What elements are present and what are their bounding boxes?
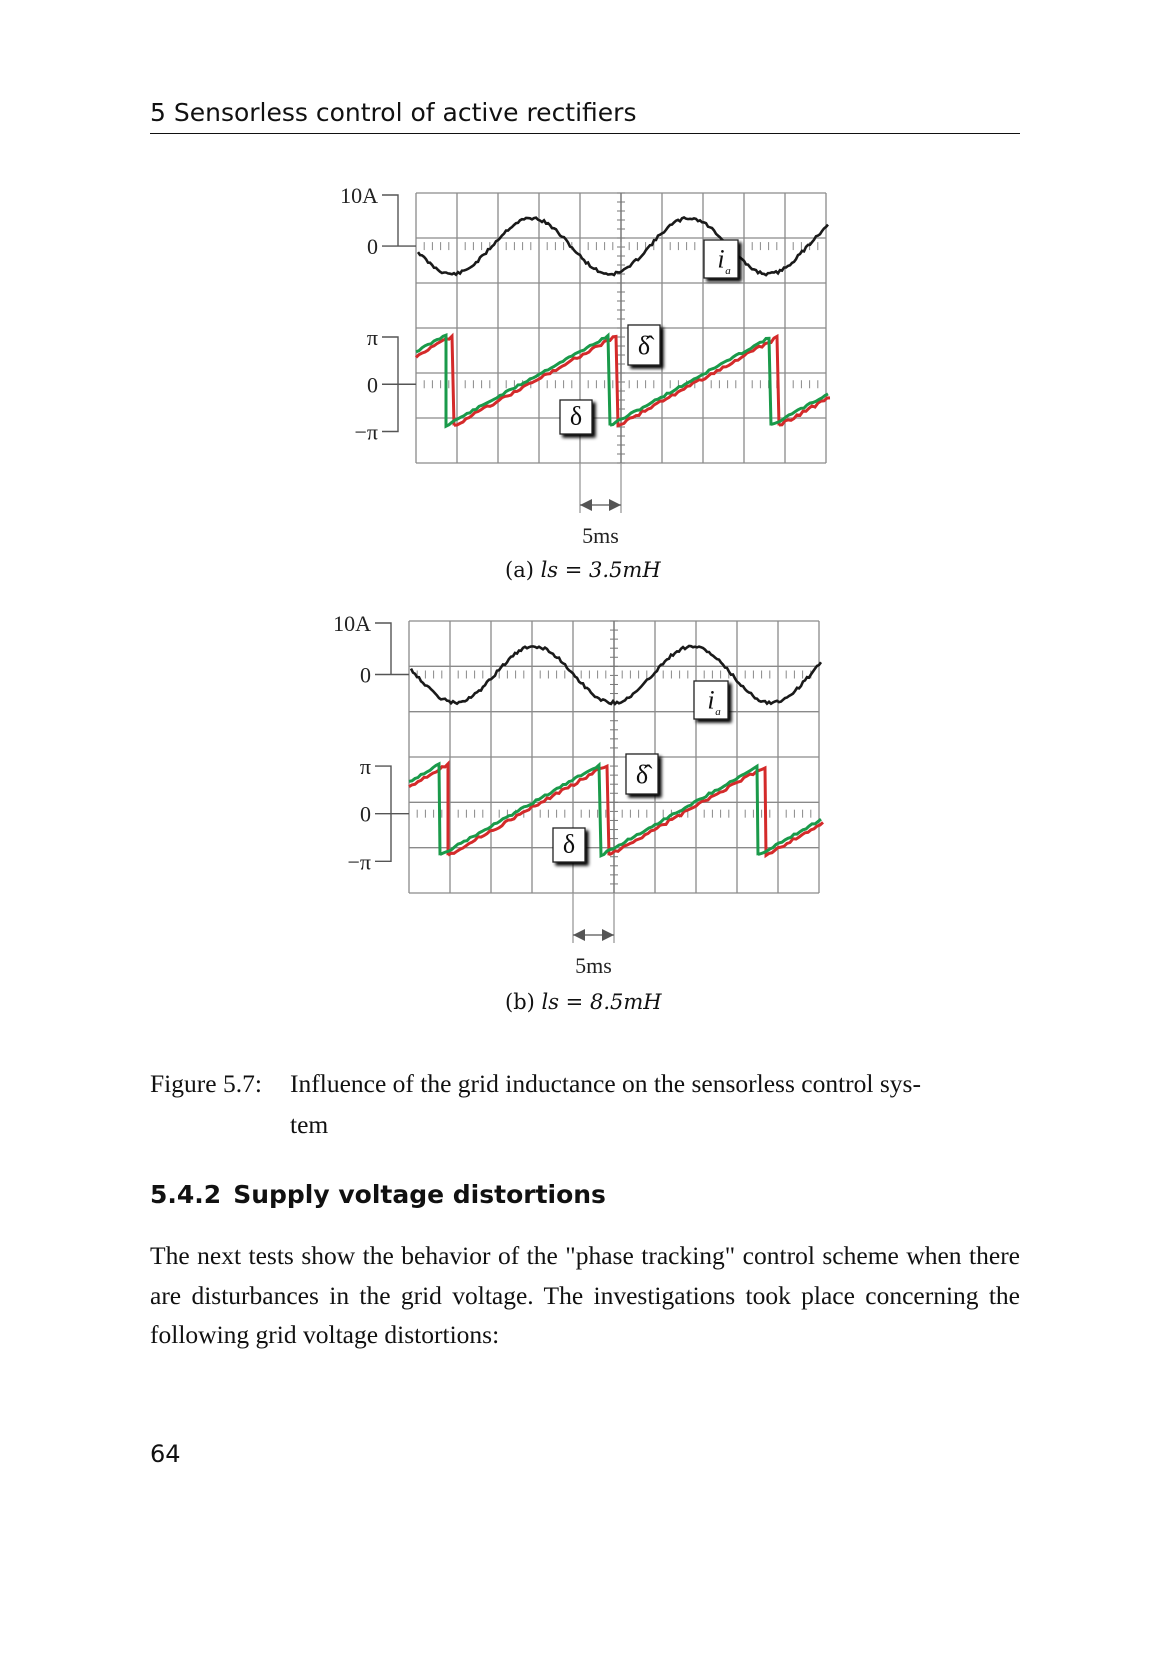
figure-caption [150,1063,1020,1145]
estimated-angle-trace [409,764,823,859]
actual-angle-label-box [560,400,592,434]
running-header: 5 Sensorless control of active rectifiers [150,98,637,127]
current-label-box-text: i [707,685,715,715]
y-axis-label: 0 [360,662,371,688]
y-axis-label: 0 [367,234,378,260]
subfigure-a [340,183,830,548]
section-title: Supply voltage distortions [233,1180,606,1209]
y-axis-label: 10A [340,183,378,208]
current-trace [418,218,828,276]
current-scale-bracket [382,195,398,246]
subfigure-a-caption: (a) ls = 3.5mH [505,558,661,582]
section-heading [150,1180,1020,1209]
arrow-right-icon [609,499,621,511]
current-label-box-subscript: a [715,706,721,719]
estimated-angle-label-box [626,754,658,794]
figure-caption-line1: Influence of the grid inductance on the sensorless control sys- [290,1069,921,1098]
actual-angle-label-box-text: δ [562,829,576,859]
page-number: 64 [150,1440,181,1468]
body-paragraph: The next tests show the behavior of the "phase tracking" control scheme when there are disturbances in the grid voltage. The investigations took place concerning the following grid voltage distortions: [150,1241,1020,1349]
figure-caption-label: Figure 5.7: [150,1069,262,1098]
estimated-angle-label-box-text: δ̂ [637,330,651,360]
y-axis-label: 10A [333,611,371,636]
time-scale-label: 5ms [575,953,612,978]
current-label-box [704,240,738,278]
arrow-left-icon [580,499,592,511]
y-axis-label: 0 [360,801,371,827]
subfigure-b-caption: (b) ls = 8.5mH [505,990,662,1014]
time-scale-label: 5ms [582,523,619,548]
arrow-right-icon [602,929,614,941]
y-axis-label: π [366,325,378,350]
arrow-left-icon [573,929,585,941]
current-label-box-text: i [717,244,725,274]
current-scale-bracket [375,623,391,674]
subfigure-b [333,611,823,978]
current-label-box [694,681,728,719]
current-label-box-subscript: a [725,265,731,278]
estimated-angle-label-box [628,325,660,365]
actual-angle-label-box [553,828,585,862]
actual-angle-label-box-text: δ [569,401,583,431]
figure-caption-line2: tem [290,1110,329,1139]
section-number: 5.4.2 [150,1180,222,1209]
y-axis-label: −π [347,849,371,875]
y-axis-label: π [359,754,371,780]
y-axis-label: −π [354,419,378,445]
estimated-angle-label-box-text: δ̂ [635,759,649,789]
y-axis-label: 0 [367,372,378,398]
